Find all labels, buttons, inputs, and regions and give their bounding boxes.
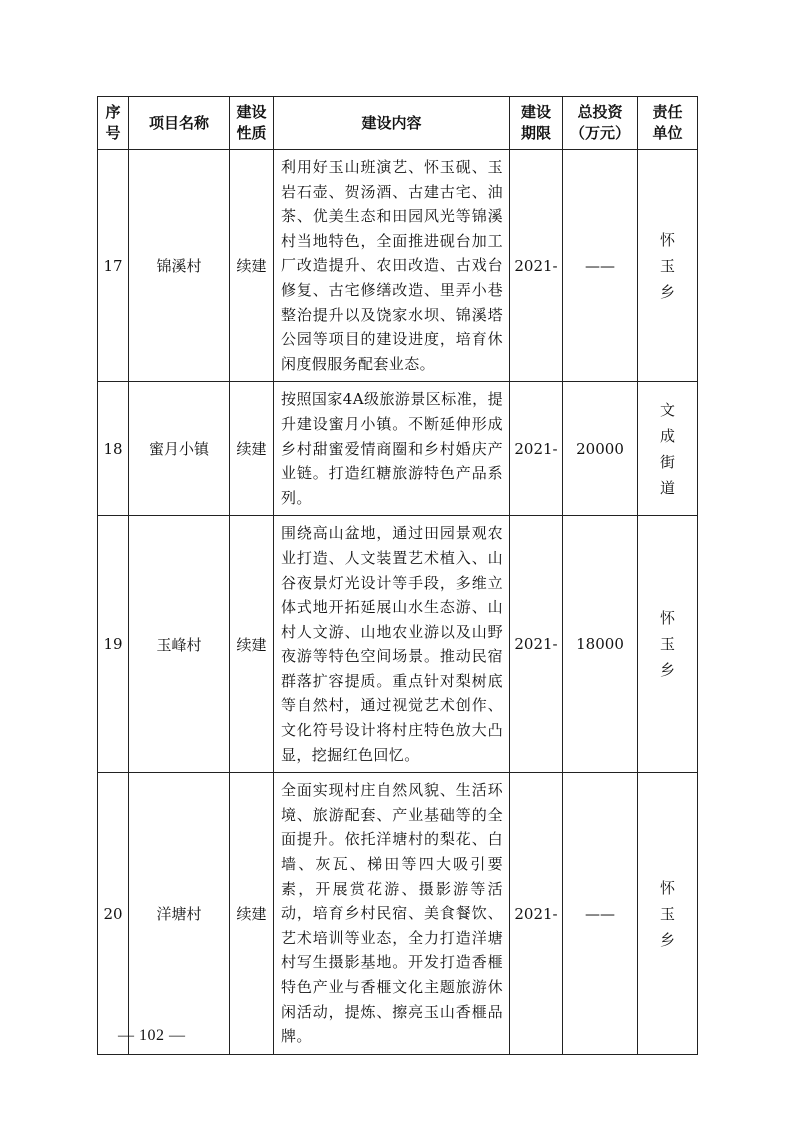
table-row — [98, 382, 698, 516]
page-number: — 102 — — [118, 1027, 186, 1044]
header-investment: 总投资（万元） — [563, 97, 638, 150]
header-row — [98, 97, 698, 150]
row-content: 利用好玉山班演艺、怀玉砚、玉岩石壶、贺汤酒、古建古宅、油茶、优美生态和田园风光等锦溪村当地特色，全面推进砚台加工厂改造提升、农田改造、古戏台修复、古宅修缮改造、里弄小巷整治提升以及饶家水坝、锦溪塔公园等项目的建设进度，培育休闲度假服务配套业态。 — [274, 150, 510, 382]
row-nature: 续建 — [230, 516, 274, 773]
row-nature: 续建 — [230, 382, 274, 516]
header-period: 建设期限 — [510, 97, 563, 150]
row-nature: 续建 — [230, 150, 274, 382]
row-no: 17 — [98, 150, 129, 382]
row-responsible: 怀玉乡 — [638, 150, 698, 382]
row-period: 2021- — [510, 516, 563, 773]
row-investment: —— — [563, 150, 638, 382]
project-table — [97, 96, 698, 1055]
row-name: 蜜月小镇 — [129, 382, 230, 516]
row-responsible: 怀玉乡 — [638, 516, 698, 773]
row-no: 19 — [98, 516, 129, 773]
row-responsible: 文成街道 — [638, 382, 698, 516]
row-investment: —— — [563, 773, 638, 1055]
table-row — [98, 773, 698, 1055]
header-name: 项目名称 — [129, 97, 230, 150]
header-responsible: 责任单位 — [638, 97, 698, 150]
row-period: 2021- — [510, 382, 563, 516]
row-content: 按照国家4A级旅游景区标准，提升建设蜜月小镇。不断延伸形成乡村甜蜜爱情商圈和乡村婚庆产业链。打造红糖旅游特色产品系列。 — [274, 382, 510, 516]
row-investment: 20000 — [563, 382, 638, 516]
row-period: 2021- — [510, 773, 563, 1055]
header-nature: 建设性质 — [230, 97, 274, 150]
row-name: 洋塘村 — [129, 773, 230, 1055]
row-investment: 18000 — [563, 516, 638, 773]
row-content: 围绕高山盆地，通过田园景观农业打造、人文装置艺术植入、山谷夜景灯光设计等手段，多维立体式地开拓延展山水生态游、山村人文游、山地农业游以及山野夜游等特色空间场景。推动民宿群落扩容提质。重点针对梨树底等自然村，通过视觉艺术创作、文化符号设计将村庄特色放大凸显，挖掘红色回忆。 — [274, 516, 510, 773]
row-content: 全面实现村庄自然风貌、生活环境、旅游配套、产业基础等的全面提升。依托洋塘村的梨花、白墙、灰瓦、梯田等四大吸引要素，开展赏花游、摄影游等活动，培育乡村民宿、美食餐饮、艺术培训等业态，全力打造洋塘村写生摄影基地。开发打造香榧特色产业与香榧文化主题旅游休闲活动，提炼、擦亮玉山香榧品牌。 — [274, 773, 510, 1055]
row-name: 锦溪村 — [129, 150, 230, 382]
table-row — [98, 516, 698, 773]
table-row — [98, 150, 698, 382]
row-no: 20 — [98, 773, 129, 1055]
header-content: 建设内容 — [274, 97, 510, 150]
row-no: 18 — [98, 382, 129, 516]
row-name: 玉峰村 — [129, 516, 230, 773]
header-no: 序号 — [98, 97, 129, 150]
row-period: 2021- — [510, 150, 563, 382]
row-nature: 续建 — [230, 773, 274, 1055]
row-responsible: 怀玉乡 — [638, 773, 698, 1055]
